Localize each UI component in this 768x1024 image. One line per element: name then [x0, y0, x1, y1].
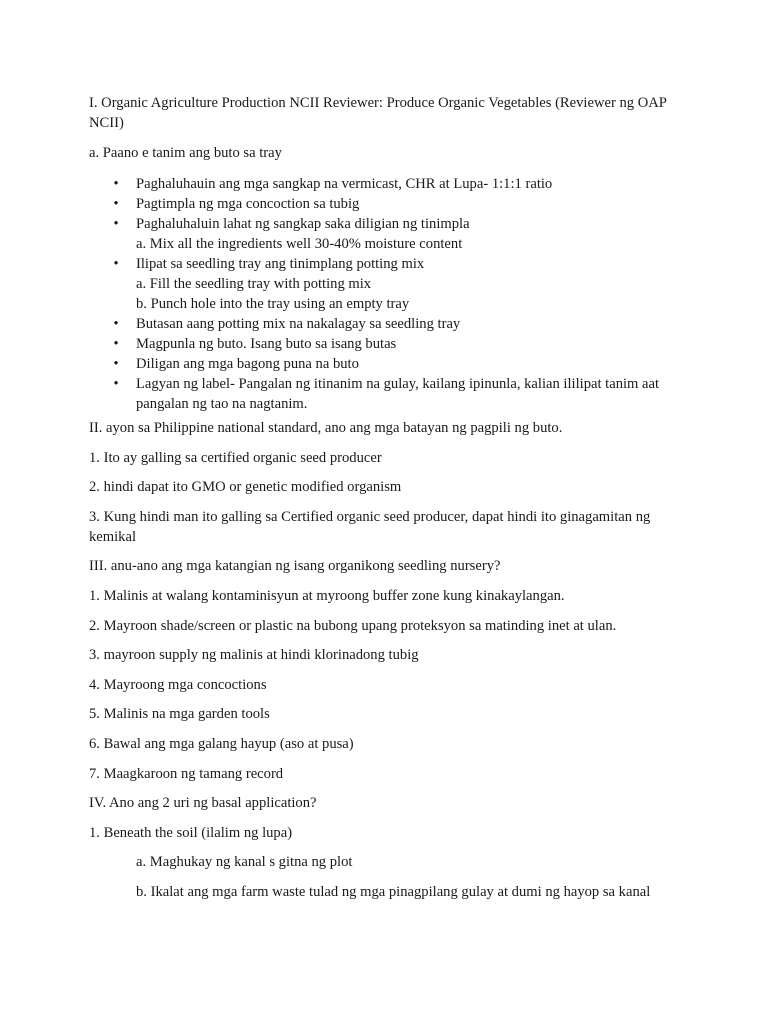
- section-3-item: 2. Mayroon shade/screen or plastic na bubong upang proteksyon sa matinding inet at ulan.: [89, 617, 617, 634]
- section-3-heading: III. anu-ano ang mga katangian ng isang organikong seedling nursery?: [89, 558, 501, 575]
- bullet-icon: •: [113, 356, 119, 372]
- bullet-icon: •: [113, 256, 119, 272]
- list-item-text: Ilipat sa seedling tray ang tinimplang potting mix: [136, 256, 425, 272]
- section-2-item: 3. Kung hindi man ito galling sa Certified organic seed producer, dapat hindi ito ginagamitan ng kemikal: [89, 508, 651, 545]
- section-2-heading: II. ayon sa Philippine national standard, ano ang mga batayan ng pagpili ng buto.: [89, 420, 563, 436]
- section-2-item: 2. hindi dapat ito GMO or genetic modified organism: [89, 479, 402, 496]
- list-item: [89, 354, 689, 374]
- list-item: [89, 174, 689, 194]
- list-subitem: a. Mix all the ingredients well 30-40% moisture content: [136, 236, 463, 252]
- list-item: [89, 194, 689, 214]
- list-item: [89, 254, 689, 314]
- section-4-heading: IV. Ano ang 2 uri ng basal application?: [89, 795, 317, 812]
- section-3-item: 5. Malinis na mga garden tools: [89, 706, 270, 723]
- section-a-list: [89, 174, 689, 414]
- list-item: [89, 374, 689, 414]
- list-item-text: Paghaluhauin ang mga sangkap na vermicast, CHR at Lupa- 1:1:1 ratio: [136, 176, 553, 192]
- list-item: [89, 314, 689, 334]
- section-2-item: 1. Ito ay galling sa certified organic seed producer: [89, 449, 382, 466]
- list-item-text: Lagyan ng label- Pangalan ng itinanim na gulay, kailang ipinunla, kalian ililipat tanim aat pangalan ng tao na nagtanim.: [136, 376, 660, 412]
- section-4-subitem: a. Maghukay ng kanal s gitna ng plot: [136, 854, 353, 871]
- list-subitem: b. Punch hole into the tray using an empty tray: [136, 296, 410, 312]
- bullet-icon: •: [113, 216, 119, 232]
- section-3-item: 1. Malinis at walang kontaminisyun at myroong buffer zone kung kinakaylangan.: [89, 587, 565, 604]
- list-item-text: Paghaluhaluin lahat ng sangkap saka diligian ng tinimpla: [136, 216, 470, 232]
- section-4-item: 1. Beneath the soil (ilalim ng lupa): [89, 824, 293, 841]
- bullet-icon: •: [113, 196, 119, 212]
- list-item-text: Butasan aang potting mix na nakalagay sa seedling tray: [136, 316, 461, 332]
- section-3-item: 7. Maagkaroon ng tamang record: [89, 765, 284, 782]
- bullet-icon: •: [113, 336, 119, 352]
- list-subitem: a. Fill the seedling tray with potting mix: [136, 276, 372, 292]
- bullet-icon: •: [113, 376, 119, 392]
- list-item: [89, 214, 689, 254]
- bullet-icon: •: [113, 176, 119, 192]
- list-item-text: Diligan ang mga bagong puna na buto: [136, 356, 359, 372]
- list-item-text: Pagtimpla ng mga concoction sa tubig: [136, 196, 360, 212]
- document-page: [89, 93, 689, 912]
- section-a-heading: a. Paano e tanim ang buto sa tray: [89, 145, 282, 161]
- document-title: I. Organic Agriculture Production NCII Reviewer: Produce Organic Vegetables (Reviewer ng OAP NCII): [89, 95, 667, 131]
- section-4-subitem: b. Ikalat ang mga farm waste tulad ng mga pinagpilang gulay at dumi ng hayop sa kanal: [136, 883, 651, 900]
- section-3-item: 4. Mayroong mga concoctions: [89, 676, 267, 693]
- list-item-text: Magpunla ng buto. Isang buto sa isang butas: [136, 336, 397, 352]
- list-item: [89, 334, 689, 354]
- section-3-item: 6. Bawal ang mga galang hayup (aso at pusa): [89, 735, 354, 752]
- bullet-icon: •: [113, 316, 119, 332]
- section-3-item: 3. mayroon supply ng malinis at hindi klorinadong tubig: [89, 647, 419, 664]
